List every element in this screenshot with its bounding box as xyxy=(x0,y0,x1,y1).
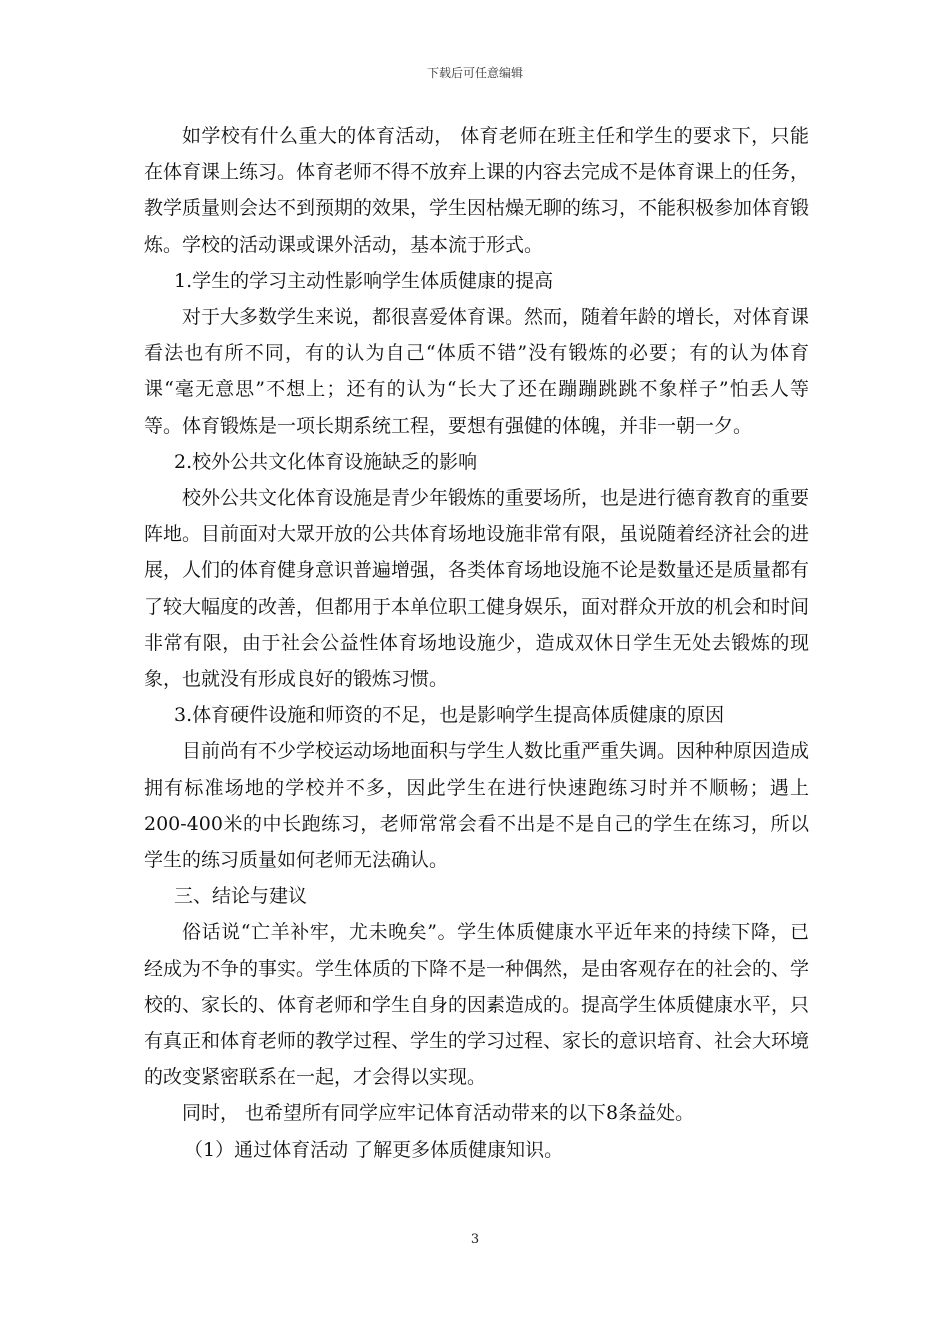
list-item-benefit-1: （1）通过体育活动 了解更多体质健康知识。 xyxy=(184,1138,564,1161)
document-body xyxy=(144,118,809,1168)
paragraph-conclusion: 俗话说“亡羊补牢，尤未晚矣”。学生体质健康水平近年来的持续下降，已经成为不争的事实。学生体质的下降不是一种偶然，是由客观存在的社会的、学校的、家长的、体育老师和学生自身的因素造成的。提高学生体质健康水平，只有真正和体育老师的教学过程、学生的学习过程、家长的意识培育、社会大环境的改变紧密联系在一起，才会得以实现。 xyxy=(144,921,810,1089)
heading-public-facilities: 2.校外公共文化体育设施缺乏的影响 xyxy=(174,450,478,473)
heading-hardware-and-staff: 3.体育硬件设施和师资的不足，也是影响学生提高体质健康的原因 xyxy=(174,704,725,727)
heading-conclusions: 三、结论与建议 xyxy=(174,885,308,908)
paragraph-benefits-intro: 同时， 也希望所有同学应牢记体育活动带来的以下8条益处。 xyxy=(182,1102,695,1125)
paragraph-public-facilities: 校外公共文化体育设施是青少年锻炼的重要场所，也是进行德育教育的重要阵地。目前面对大眾开放的公共体育场地设施非常有限，虽说随着经济社会的进展，人们的体育健身意识普遍增强，各类体育场地设施不论是数量还是质量都有了较大幅度的改善，但都用于本单位职工健身娱乐，面对群众开放的机会和时间非常有限，由于社会公益性体育场地设施少，造成双休日学生无处去锻炼的现象，也就没有形成良好的锻炼习惯。 xyxy=(144,487,810,691)
page-header: 下载后可任意编辑 xyxy=(426,66,523,80)
heading-learning-initiative: 1.学生的学习主动性影响学生体质健康的提高 xyxy=(174,269,554,292)
paragraph-student-attitudes: 对于大多数学生来说，都很喜爱体育课。然而，随着年龄的增长，对体育课看法也有所不同，有的认为自己“体质不错”没有锻炼的必要；有的认为体育课“毫无意思”不想上；还有的认为“长大了还在蹦蹦跳跳不象样子”怕丢人等等。体育锻炼是一项长期系统工程，要想有强健的体魄，并非一朝一夕。 xyxy=(144,306,810,437)
paragraph-school-activities: 如学校有什么重大的体育活动， 体育老师在班主任和学生的要求下，只能在体育课上练习。体育老师不得不放弃上课的内容去完成不是体育课上的任务， 教学质量则会达不到预期的效果，学生因枯燥无聊的练习，不能积极参加体育锻炼。学校的活动课或课外活动，基本流于形式。 xyxy=(144,125,810,256)
paragraph-sports-fields: 目前尚有不少学校运动场地面积与学生人数比重严重失调。因种种原因造成拥有标准场地的学校并不多，因此学生在进行快速跑练习时并不顺畅；遇上200-400米的中长跑练习，老师常常会看不出是不是自己的学生在练习，所以学生的练习质量如何老师无法确认。 xyxy=(144,740,810,872)
page-number: 3 xyxy=(470,1232,480,1247)
